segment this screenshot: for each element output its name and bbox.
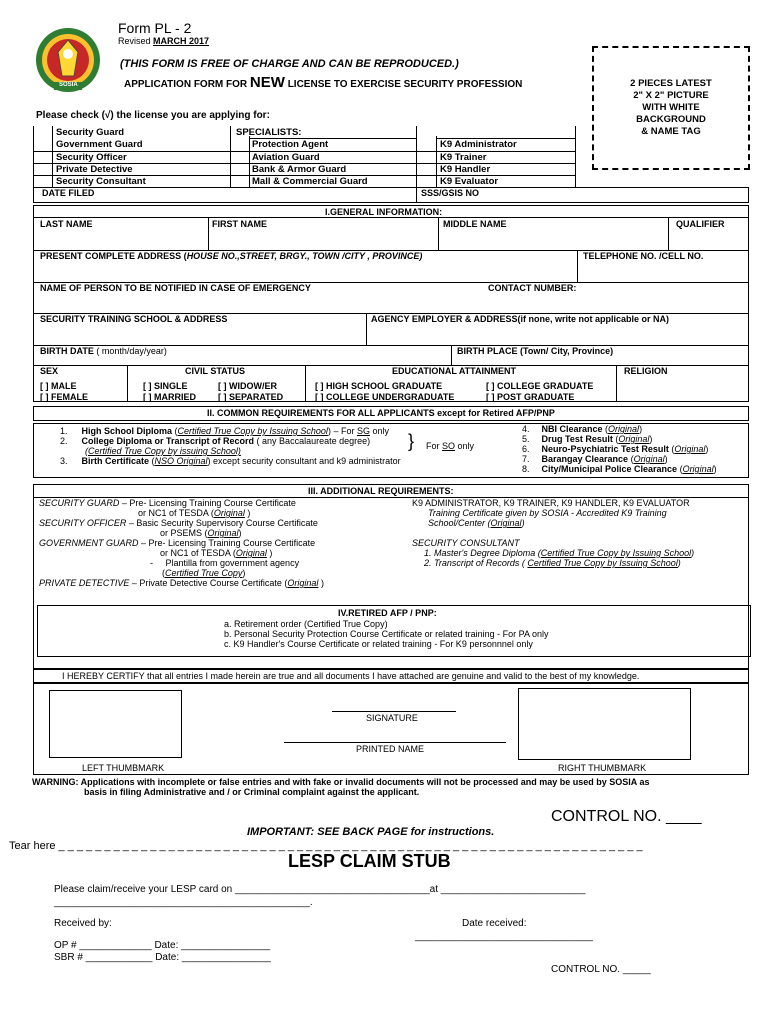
female-checkbox[interactable]: [ ] FEMALE xyxy=(40,392,88,402)
license-aviation-guard[interactable]: Aviation Guard xyxy=(252,152,320,163)
claim-text-line-2[interactable]: ______________________________________________. xyxy=(54,897,313,908)
req-text: School/Center xyxy=(428,518,486,528)
sg-requirement-2: or NC1 of TESDA (Original ) xyxy=(138,508,251,518)
sc-requirement-label: SECURITY CONSULTANT xyxy=(412,538,520,548)
item-text: Barangay Clearance xyxy=(541,454,629,464)
general-info-title: I.GENERAL INFORMATION: xyxy=(325,207,443,217)
retired-item-c: c. K9 Handler's Course Certificate or related training - For K9 personnnel only xyxy=(224,639,533,649)
req-label: SECURITY GUARD xyxy=(39,498,120,508)
item-only: only xyxy=(455,441,475,451)
college-graduate-checkbox[interactable]: [ ] COLLEGE GRADUATE xyxy=(486,381,594,391)
emergency-contact-name-field[interactable]: NAME OF PERSON TO BE NOTIFIED IN CASE OF EMERGENCY xyxy=(40,283,311,293)
warning-line-2: basis in filing Administrative and / or Criminal complaint against the applicant. xyxy=(84,787,420,797)
sbr-number-field[interactable]: SBR # ____________ Date: ________________ xyxy=(54,952,271,963)
gg-requirement-3: - Plantilla from government agency xyxy=(150,558,300,568)
common-item-2-for-so xyxy=(426,441,474,451)
item-tail: ( any Baccalaureate degree) xyxy=(254,436,371,446)
common-item-2 xyxy=(60,436,370,446)
control-number[interactable]: CONTROL NO. ____ xyxy=(551,808,702,825)
item-note: Original xyxy=(608,424,640,434)
item-so: SO xyxy=(442,441,456,451)
license-k9-handler[interactable]: K9 Handler xyxy=(440,164,491,175)
sc-requirement-2: 2. Transcript of Records ( Certified True Copy by Issuing School) xyxy=(424,558,681,568)
civil-status-label: CIVIL STATUS xyxy=(185,366,246,376)
right-thumbmark-box[interactable] xyxy=(518,688,691,760)
address-field[interactable] xyxy=(40,251,422,261)
common-item-8: 8. City/Municipal Police Clearance (Original) xyxy=(522,464,717,474)
license-mall-commercial-guard[interactable]: Mall & Commercial Guard xyxy=(252,176,368,187)
item-text: College Diploma or Transcript of Record xyxy=(81,436,255,446)
k9-requirement-text: Training Certificate given by SOSIA - Accredited K9 Training xyxy=(428,508,667,518)
photo-box xyxy=(592,46,750,170)
req-orig: Original xyxy=(235,548,267,558)
retired-title: IV.RETIRED AFP / PNP: xyxy=(338,608,437,618)
sex-label: SEX xyxy=(40,366,59,376)
college-undergrad-checkbox[interactable]: [ ] COLLEGE UNDERGRADUATE xyxy=(315,392,455,402)
req-orig: Original xyxy=(213,508,245,518)
so-requirement xyxy=(39,518,318,528)
certify-statement: I HEREBY CERTIFY that all entries I made herein are true and all documents I have attached are genuine and valid to the best of my knowledge. xyxy=(62,671,640,681)
license-government-guard[interactable]: Government Guard xyxy=(56,139,143,150)
birth-date-label: BIRTH DATE xyxy=(40,346,94,356)
received-by-label: Received by: xyxy=(54,918,112,929)
license-security-guard[interactable]: Security Guard xyxy=(56,127,125,138)
warning-text: Applications with incomplete or false entries and with fake or invalid documents will not be processed and may be used by SOSIA as xyxy=(78,777,650,787)
item-text: NBI Clearance xyxy=(541,424,603,434)
free-notice: (THIS FORM IS FREE OF CHARGE AND CAN BE REPRODUCED.) xyxy=(120,58,459,70)
date-filed-row xyxy=(33,187,749,203)
license-bank-armor-guard[interactable]: Bank & Armor Guard xyxy=(252,164,347,175)
gg-requirement xyxy=(39,538,315,548)
app-title-new: NEW xyxy=(249,74,285,91)
item-num: 7. xyxy=(522,454,530,464)
logo-text: SOSIA xyxy=(59,82,78,88)
single-checkbox[interactable]: [ ] SINGLE xyxy=(143,381,188,391)
sg-requirement xyxy=(39,498,296,508)
sc-requirement-1: 1. Master's Degree Diploma (Certified True Copy by Issuing School) xyxy=(424,548,695,558)
req-text: 1. Master's Degree Diploma xyxy=(424,548,536,558)
item-tail: – For xyxy=(330,426,357,436)
revised-label: Revised xyxy=(118,36,151,46)
retired-item-b: b. Personal Security Protection Course Certificate or related training - For PA only xyxy=(224,629,549,639)
item-note: Original xyxy=(682,464,714,474)
license-private-detective[interactable]: Private Detective xyxy=(56,164,133,175)
item-num: 6. xyxy=(522,444,530,454)
app-title-pre: APPLICATION FORM FOR xyxy=(124,79,250,90)
req-text: Plantilla from government agency xyxy=(165,558,300,568)
k9-requirement-text-2: School/Center (Original) xyxy=(428,518,525,528)
common-item-2-note: (Certified True Copy by issuing School) xyxy=(85,446,241,456)
common-item-3: 3. Birth Certificate (NSO Original) except security consultant and k9 administrator xyxy=(60,456,401,466)
req-text: 2. Transcript of Records xyxy=(424,558,520,568)
revised-date: MARCH 2017 xyxy=(153,36,210,46)
common-requirements-title: II. COMMON REQUIREMENTS FOR ALL APPLICANTS except for Retired AFP/PNP xyxy=(207,408,555,418)
warning-line-1 xyxy=(32,777,649,787)
license-security-consultant[interactable]: Security Consultant xyxy=(56,176,146,187)
application-title xyxy=(124,74,522,91)
license-k9-trainer[interactable]: K9 Trainer xyxy=(440,152,487,163)
req-text: – Private Detective Course Certificate xyxy=(129,578,282,588)
req-text: – Pre- Licensing Training Course Certificate xyxy=(119,498,296,508)
address-hint: HOUSE NO.,STREET, BRGY., TOWN /CITY , PROVINCE) xyxy=(186,251,423,261)
item-text: Drug Test Result xyxy=(541,434,613,444)
item-num: 5. xyxy=(522,434,530,444)
contact-number-field[interactable]: CONTACT NUMBER: xyxy=(488,283,577,293)
married-checkbox[interactable]: [ ] MARRIED xyxy=(143,392,196,402)
date-filed-field[interactable]: DATE FILED xyxy=(42,188,95,198)
item-tail: except security consultant and k9 administrator xyxy=(210,456,401,466)
high-school-graduate-checkbox[interactable]: [ ] HIGH SCHOOL GRADUATE xyxy=(315,381,443,391)
post-graduate-checkbox[interactable]: [ ] POST GRADUATE xyxy=(486,392,575,402)
important-notice: IMPORTANT: SEE BACK PAGE for instructions. xyxy=(247,826,495,838)
item-note: Original xyxy=(633,454,665,464)
item-num: 3. xyxy=(60,456,68,466)
license-protection-agent[interactable]: Protection Agent xyxy=(252,139,329,150)
qualifier-field[interactable]: QUALIFIER xyxy=(676,219,725,229)
license-security-officer[interactable]: Security Officer xyxy=(56,152,127,163)
religion-field[interactable]: RELIGION xyxy=(624,366,668,376)
birth-place-field[interactable]: BIRTH PLACE (Town/ City, Province) xyxy=(457,346,614,356)
signature-label: SIGNATURE xyxy=(366,713,418,723)
item-text: High School Diploma xyxy=(81,426,173,436)
training-school-field[interactable]: SECURITY TRAINING SCHOOL & ADDRESS xyxy=(40,314,228,324)
req-text: – Pre- Licensing Training Course Certificate xyxy=(138,538,316,548)
warning-label: WARNING: xyxy=(32,777,79,787)
req-orig: Original xyxy=(207,528,239,538)
last-name-field[interactable]: LAST NAME xyxy=(40,219,93,229)
req-orig: Original xyxy=(490,518,522,528)
license-k9-evaluator[interactable]: K9 Evaluator xyxy=(440,176,499,187)
common-item-7: 7. Barangay Clearance (Original) xyxy=(522,454,668,464)
req-orig: Certified True Copy by Issuing School xyxy=(527,558,678,568)
date-received-line[interactable]: ________________________________ xyxy=(415,931,593,942)
item-text: City/Municipal Police Clearance xyxy=(541,464,678,474)
req-text: – Basic Security Supervisory Course Certificate xyxy=(126,518,318,528)
specialists-label: SPECIALISTS: xyxy=(236,127,302,138)
address-label: PRESENT COMPLETE ADDRESS ( xyxy=(40,251,187,261)
sosia-logo xyxy=(34,26,102,94)
retired-item-a: a. Retirement order (Certified True Copy) xyxy=(224,619,388,629)
birth-date-field[interactable] xyxy=(40,346,167,356)
item-num: 4. xyxy=(522,424,530,434)
claim-text[interactable]: Please claim/receive your LESP card on ___________________________________at __________________________ xyxy=(54,884,586,895)
sss-gsis-field[interactable]: SSS/GSIS NO xyxy=(421,188,480,198)
gg-requirement-2: or NC1 of TESDA (Original ) xyxy=(160,548,273,558)
pd-requirement: PRIVATE DETECTIVE – Private Detective Course Certificate (Original ) xyxy=(39,578,324,588)
check-instruction: Please check (√) the license you are applying for: xyxy=(36,110,270,121)
agency-employer-field[interactable]: AGENCY EMPLOYER & ADDRESS(if none, write not applicable or NA) xyxy=(371,314,670,324)
right-thumbmark-label: RIGHT THUMBMARK xyxy=(558,763,647,773)
item-for: For xyxy=(426,441,443,451)
item-note: NSO Original xyxy=(154,456,208,466)
item-note: Original xyxy=(674,444,706,454)
male-checkbox[interactable]: [ ] MALE xyxy=(40,381,77,391)
common-item-1: 1. High School Diploma (Certified True Copy by Issuing School) – For SG only xyxy=(60,426,389,436)
date-received-label: Date received: xyxy=(462,918,527,929)
photo-line-5: & NAME TAG xyxy=(641,126,701,137)
signature-line[interactable] xyxy=(284,742,506,743)
common-item-6: 6. Neuro-Psychiatric Test Result (Original) xyxy=(522,444,709,454)
app-title-post: LICENSE TO EXERCISE SECURITY PROFESSION xyxy=(284,79,523,90)
req-label: SECURITY OFFICER xyxy=(39,518,127,528)
req-text: or PSEMS xyxy=(160,528,203,538)
license-k9-administrator[interactable]: K9 Administrator xyxy=(440,139,517,150)
photo-line-1: 2 PIECES LATEST xyxy=(630,78,712,89)
item-note: Original xyxy=(618,434,650,444)
gg-requirement-4: (Certified True Copy) xyxy=(162,568,246,578)
telephone-field[interactable]: TELEPHONE NO. /CELL NO. xyxy=(583,251,704,261)
req-orig: Original xyxy=(287,578,319,588)
printed-name-label: PRINTED NAME xyxy=(356,744,425,754)
so-requirement-2: or PSEMS (Original) xyxy=(160,528,242,538)
item-sg: SG xyxy=(356,426,370,436)
additional-requirements-title: III. ADDITIONAL REQUIREMENTS: xyxy=(308,486,454,496)
item-num: 2. xyxy=(60,436,68,446)
item-num: 1. xyxy=(60,426,68,436)
req-label: GOVERNMENT GUARD xyxy=(39,538,139,548)
item-num: 8. xyxy=(522,464,530,474)
item-text: Neuro-Psychiatric Test Result xyxy=(541,444,669,454)
first-name-field[interactable]: FIRST NAME xyxy=(212,219,267,229)
req-orig: Certified True Copy xyxy=(165,568,243,578)
common-item-5: 5. Drug Test Result (Original) xyxy=(522,434,653,444)
photo-line-4: BACKGROUND xyxy=(636,114,706,125)
left-thumbmark-label: LEFT THUMBMARK xyxy=(82,763,165,773)
education-label: EDUCATIONAL ATTAINMENT xyxy=(392,366,516,376)
tear-here-line: Tear here _ _ _ _ _ _ _ _ _ _ _ _ _ _ _ _ _ _ _ _ _ _ _ _ _ _ _ _ _ _ _ _ _ _ _ _ _ _ _ _ _ _ _ _ _ _ _ _ _ _ _ _ _ _ _ _ _ _ _ _ _ _ _ _ xyxy=(9,840,643,852)
req-text: or NC1 of TESDA xyxy=(138,508,209,518)
k9-requirement-label: K9 ADMINISTRATOR, K9 TRAINER, K9 HANDLER, K9 EVALUATOR xyxy=(412,498,690,508)
item-note: Certified True Copy by Issuing School xyxy=(177,426,328,436)
separated-checkbox[interactable]: [ ] SEPARATED xyxy=(218,392,284,402)
op-number-field[interactable]: OP # _____________ Date: ________________ xyxy=(54,940,271,951)
middle-name-field[interactable]: MIDDLE NAME xyxy=(443,219,507,229)
item-text: Birth Certificate xyxy=(81,456,150,466)
lesp-claim-stub-title: LESP CLAIM STUB xyxy=(288,851,451,871)
widow-checkbox[interactable]: [ ] WIDOW/ER xyxy=(218,381,277,391)
photo-line-2: 2" X 2" PICTURE xyxy=(633,90,709,101)
item-only: only xyxy=(369,426,389,436)
revised-line xyxy=(118,36,209,46)
common-item-4: 4. NBI Clearance (Original) xyxy=(522,424,643,434)
photo-line-3: WITH WHITE xyxy=(642,102,700,113)
stub-control-number[interactable]: CONTROL NO. _____ xyxy=(551,964,651,975)
req-orig: Certified True Copy by Issuing School xyxy=(540,548,692,558)
form-number: Form PL - 2 xyxy=(118,20,192,36)
req-label: PRIVATE DETECTIVE xyxy=(39,578,130,588)
brace-icon: } xyxy=(408,431,415,451)
birth-date-hint: ( month/day/year) xyxy=(96,346,167,356)
req-text: or NC1 of TESDA xyxy=(160,548,231,558)
left-thumbmark-box[interactable] xyxy=(49,690,182,758)
